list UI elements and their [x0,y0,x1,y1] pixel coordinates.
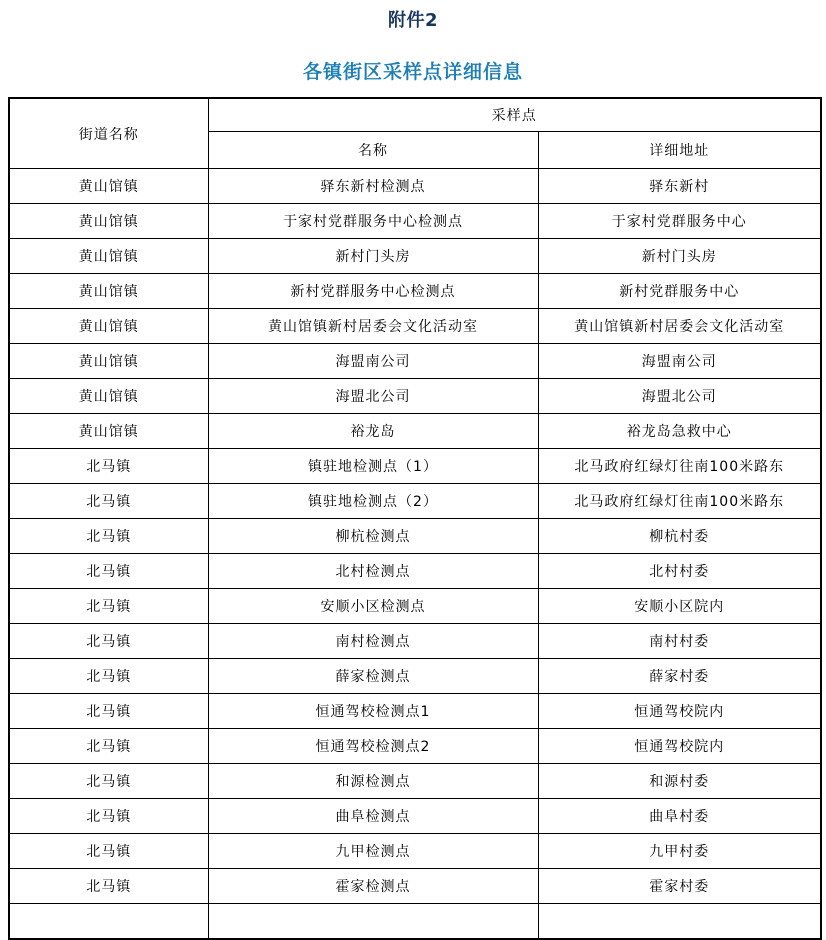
street-cell: 北马镇 [9,764,208,799]
point-name-cell: 恒通驾校检测点2 [208,729,538,764]
table-row [9,204,821,239]
point-name-cell: 驿东新村检测点 [208,169,538,204]
table-row [9,414,821,449]
table-row [9,309,821,344]
table-row [9,169,821,204]
page-title: 各镇街区采样点详细信息 [302,61,523,83]
point-name-cell: 柳杭检测点 [208,519,538,554]
street-cell: 黄山馆镇 [9,379,208,414]
point-name-cell: 海盟南公司 [208,344,538,379]
street-cell: 北马镇 [9,449,208,484]
header-street-name: 街道名称 [9,98,208,169]
point-name-cell: 镇驻地检测点（2） [208,484,538,519]
street-cell: 北马镇 [9,589,208,624]
street-cell [9,904,208,940]
table-row [9,799,821,834]
street-cell: 黄山馆镇 [9,169,208,204]
sampling-points-table [8,97,822,940]
point-name-cell: 南村检测点 [208,624,538,659]
table-header [9,98,821,169]
point-address-cell [538,904,821,940]
street-cell: 北马镇 [9,869,208,904]
point-address-cell: 北村村委 [538,554,821,589]
table-row [9,624,821,659]
street-cell: 黄山馆镇 [9,344,208,379]
point-address-cell: 南村村委 [538,624,821,659]
street-cell: 黄山馆镇 [9,274,208,309]
point-name-cell: 安顺小区检测点 [208,589,538,624]
attachment-label: 附件2 [387,10,439,31]
street-cell: 北马镇 [9,799,208,834]
table-row [9,554,821,589]
table-body [9,169,821,940]
point-address-cell: 北马政府红绿灯往南100米路东 [538,484,821,519]
point-name-cell: 于家村党群服务中心检测点 [208,204,538,239]
point-address-cell: 新村门头房 [538,239,821,274]
point-name-cell: 北村检测点 [208,554,538,589]
street-cell: 黄山馆镇 [9,204,208,239]
street-cell: 北马镇 [9,554,208,589]
point-name-cell: 海盟北公司 [208,379,538,414]
point-name-cell: 薛家检测点 [208,659,538,694]
table-row [9,869,821,904]
header-point-address: 详细地址 [538,132,821,169]
point-name-cell: 新村党群服务中心检测点 [208,274,538,309]
table-row [9,659,821,694]
point-name-cell: 新村门头房 [208,239,538,274]
table-row [9,449,821,484]
point-name-cell: 裕龙岛 [208,414,538,449]
street-cell: 北马镇 [9,484,208,519]
table-row [9,379,821,414]
point-address-cell: 霍家村委 [538,869,821,904]
point-address-cell: 恒通驾校院内 [538,729,821,764]
point-name-cell: 九甲检测点 [208,834,538,869]
table-row [9,484,821,519]
point-name-cell: 和源检测点 [208,764,538,799]
street-cell: 北马镇 [9,694,208,729]
point-address-cell: 海盟南公司 [538,344,821,379]
street-cell: 黄山馆镇 [9,309,208,344]
street-cell: 北马镇 [9,519,208,554]
table-row [9,344,821,379]
point-name-cell: 黄山馆镇新村居委会文化活动室 [208,309,538,344]
point-address-cell: 新村党群服务中心 [538,274,821,309]
point-address-cell: 和源村委 [538,764,821,799]
table-row [9,694,821,729]
point-name-cell: 恒通驾校检测点1 [208,694,538,729]
street-cell: 黄山馆镇 [9,239,208,274]
point-address-cell: 九甲村委 [538,834,821,869]
table-row [9,729,821,764]
table-row [9,239,821,274]
table-row [9,834,821,869]
point-address-cell: 安顺小区院内 [538,589,821,624]
point-name-cell: 镇驻地检测点（1） [208,449,538,484]
point-name-cell: 曲阜检测点 [208,799,538,834]
street-cell: 黄山馆镇 [9,414,208,449]
header-point-name: 名称 [208,132,538,169]
point-address-cell: 海盟北公司 [538,379,821,414]
street-cell: 北马镇 [9,659,208,694]
table-row [9,764,821,799]
point-name-cell [208,904,538,940]
point-address-cell: 北马政府红绿灯往南100米路东 [538,449,821,484]
point-name-cell: 霍家检测点 [208,869,538,904]
point-address-cell: 驿东新村 [538,169,821,204]
street-cell: 北马镇 [9,834,208,869]
point-address-cell: 柳杭村委 [538,519,821,554]
header-sampling-point: 采样点 [208,98,821,132]
point-address-cell: 薛家村委 [538,659,821,694]
point-address-cell: 裕龙岛急救中心 [538,414,821,449]
table-row [9,519,821,554]
point-address-cell: 于家村党群服务中心 [538,204,821,239]
point-address-cell: 恒通驾校院内 [538,694,821,729]
point-address-cell: 黄山馆镇新村居委会文化活动室 [538,309,821,344]
street-cell: 北马镇 [9,729,208,764]
table-row [9,904,821,940]
point-address-cell: 曲阜村委 [538,799,821,834]
table-row [9,589,821,624]
street-cell: 北马镇 [9,624,208,659]
table-row [9,274,821,309]
